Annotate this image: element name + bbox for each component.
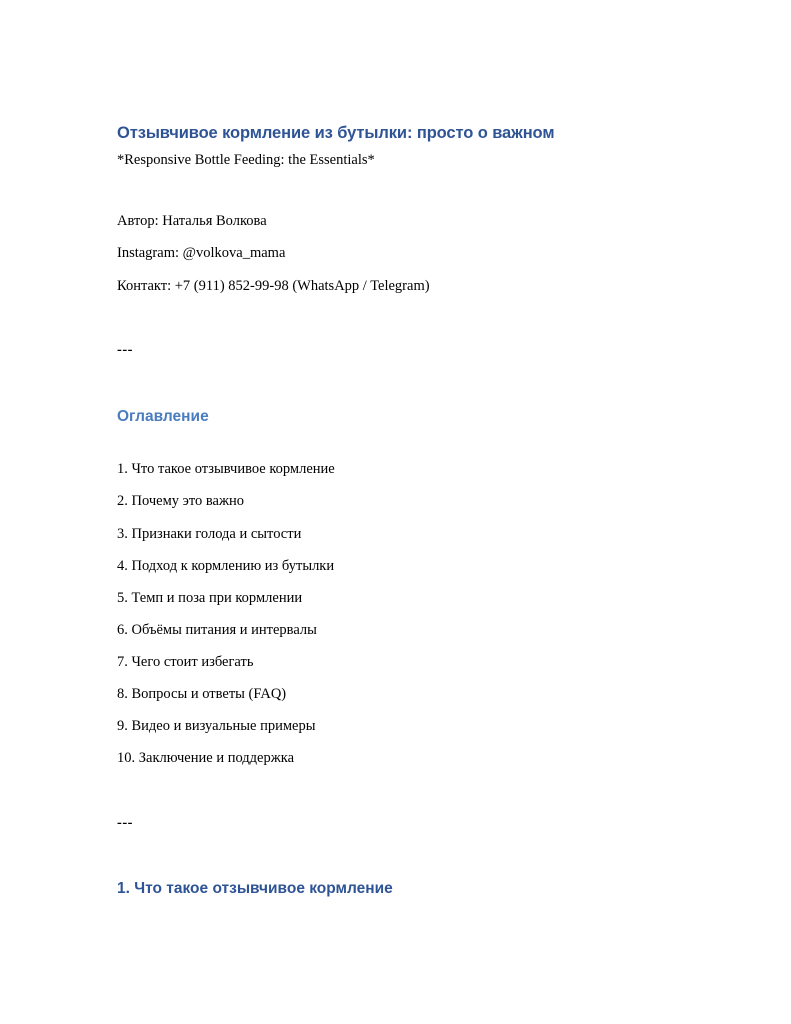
document-subtitle: *Responsive Bottle Feeding: the Essentials* (117, 152, 375, 168)
toc-heading: Оглавление (117, 408, 209, 425)
toc-item-6: 6. Объёмы питания и интервалы (117, 622, 317, 638)
separator-2: --- (117, 815, 133, 831)
author-line: Автор: Наталья Волкова (117, 213, 267, 229)
instagram-line: Instagram: @volkova_mama (117, 245, 286, 261)
toc-item-7: 7. Чего стоит избегать (117, 654, 254, 670)
section-1-heading: 1. Что такое отзывчивое кормление (117, 880, 393, 897)
toc-item-9: 9. Видео и визуальные примеры (117, 718, 316, 734)
toc-item-4: 4. Подход к кормлению из бутылки (117, 558, 335, 574)
toc-item-10: 10. Заключение и поддержка (117, 750, 295, 766)
document-title: Отзывчивое кормление из бутылки: просто о важном (117, 124, 555, 142)
toc-item-8: 8. Вопросы и ответы (FAQ) (117, 686, 287, 702)
toc-item-5: 5. Темп и поза при кормлении (117, 590, 303, 606)
separator-1: --- (117, 342, 133, 358)
toc-item-2: 2. Почему это важно (117, 493, 244, 509)
toc-item-1: 1. Что такое отзывчивое кормление (117, 461, 335, 477)
contact-line: Контакт: +7 (911) 852-99-98 (WhatsApp / Telegram) (117, 278, 430, 294)
toc-item-3: 3. Признаки голода и сытости (117, 526, 302, 542)
